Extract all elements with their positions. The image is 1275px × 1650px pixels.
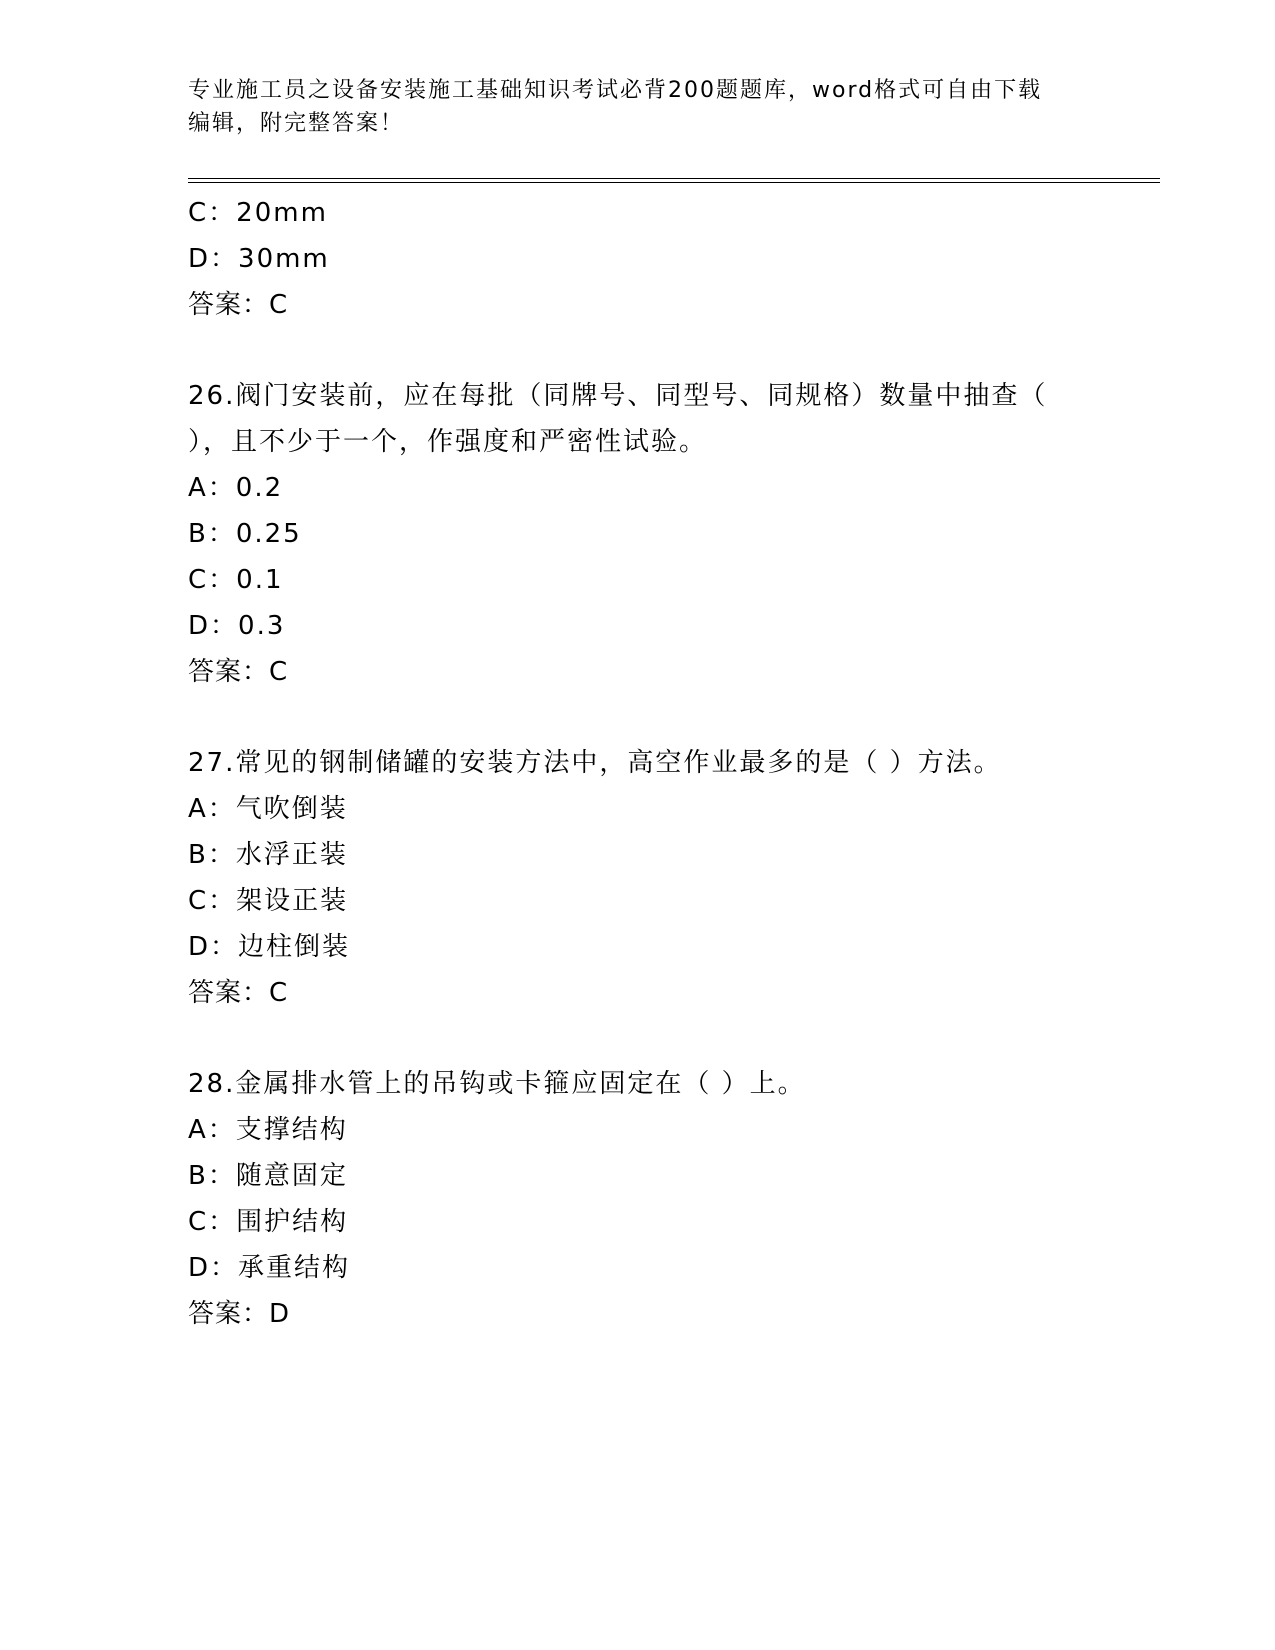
document-header — [188, 74, 1088, 140]
spacer — [188, 328, 1088, 373]
question-text-line-2: ），且不少于一个，作强度和严密性试验。 — [188, 427, 708, 457]
option-c: C：围护结构 — [188, 1207, 349, 1237]
option-a: A：0.2 — [188, 473, 284, 503]
option-c: C：0.1 — [188, 565, 284, 595]
option-b: B：0.25 — [188, 519, 302, 549]
option-b: B：水浮正装 — [188, 840, 348, 870]
question-list — [188, 190, 1088, 1337]
option-a: A：气吹倒装 — [188, 794, 348, 824]
answer-line: 答案：C — [188, 657, 289, 687]
answer-line: 答案：D — [188, 1299, 291, 1329]
option-d: D：边柱倒装 — [188, 932, 351, 962]
question-text-line-1: 26.阀门安装前，应在每批（同牌号、同型号、同规格）数量中抽查（ — [188, 381, 1048, 411]
spacer — [188, 1016, 1088, 1061]
question-text-line-1: 28.金属排水管上的吊钩或卡箍应固定在（ ）上。 — [188, 1069, 806, 1099]
option-d: D：0.3 — [188, 611, 286, 641]
option-a: A：支撑结构 — [188, 1115, 348, 1145]
spacer — [188, 695, 1088, 740]
option-d: D：承重结构 — [188, 1253, 351, 1283]
answer-line: 答案：C — [188, 978, 289, 1008]
question-25-tail — [188, 190, 1088, 328]
question-28 — [188, 1061, 1088, 1337]
option-c: C：架设正装 — [188, 886, 349, 916]
option-d: D：30mm — [188, 244, 330, 274]
question-27 — [188, 740, 1088, 1016]
question-26 — [188, 373, 1088, 695]
question-text-line-1: 27.常见的钢制储罐的安装方法中，高空作业最多的是（ ）方法。 — [188, 748, 1002, 778]
option-c: C：20mm — [188, 198, 328, 228]
header-divider-top — [188, 178, 1160, 179]
header-title-line-1: 专业施工员之设备安装施工基础知识考试必背200题题库，word格式可自由下载 — [188, 78, 1043, 103]
answer-line: 答案：C — [188, 290, 289, 320]
option-b: B：随意固定 — [188, 1161, 348, 1191]
header-title-line-2: 编辑，附完整答案！ — [188, 111, 405, 136]
header-divider-bottom — [188, 182, 1160, 183]
